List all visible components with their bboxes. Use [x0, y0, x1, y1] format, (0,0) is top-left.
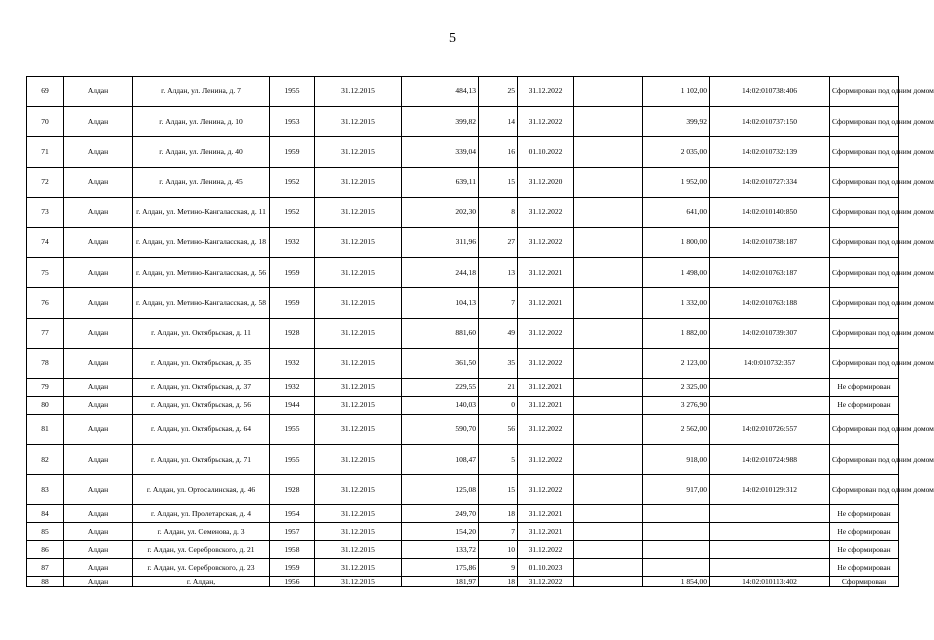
land-status-cell: Сформирован под одним домом: [830, 318, 899, 348]
deadline-cell: 31.12.2020: [518, 167, 574, 197]
deadline-cell: 31.12.2021: [518, 288, 574, 318]
table-row: [27, 137, 899, 167]
area-cell: 399,82: [402, 107, 479, 137]
table-row: [27, 475, 899, 505]
build-year-cell: 1959: [270, 137, 315, 167]
land-status-cell: Сформирован под одним домом: [830, 288, 899, 318]
amount-cell: [643, 505, 710, 523]
address-cell: г. Алдан, ул. Ленина, д. 7: [133, 77, 270, 107]
build-year-cell: 1955: [270, 414, 315, 444]
area-cell: 104,13: [402, 288, 479, 318]
extra-cell: [574, 445, 643, 475]
table-row: [27, 523, 899, 541]
build-year-cell: 1959: [270, 288, 315, 318]
build-year-cell: 1953: [270, 107, 315, 137]
residents-cell: 15: [479, 475, 518, 505]
extra-cell: [574, 197, 643, 227]
table-row: [27, 227, 899, 257]
city-cell: Алдан: [64, 378, 133, 396]
area-cell: 125,08: [402, 475, 479, 505]
area-cell: 229,55: [402, 378, 479, 396]
build-year-cell: 1959: [270, 559, 315, 577]
city-cell: Алдан: [64, 288, 133, 318]
inclusion-date-cell: 31.12.2015: [315, 577, 402, 587]
inclusion-date-cell: 31.12.2015: [315, 197, 402, 227]
area-cell: 484,13: [402, 77, 479, 107]
cadastral-number-cell: 14:02:010140:850: [710, 197, 830, 227]
city-cell: Алдан: [64, 167, 133, 197]
amount-cell: 2 123,00: [643, 348, 710, 378]
extra-cell: [574, 378, 643, 396]
table-row: [27, 77, 899, 107]
address-cell: г. Алдан, ул. Ленина, д. 40: [133, 137, 270, 167]
inclusion-date-cell: 31.12.2015: [315, 445, 402, 475]
area-cell: 639,11: [402, 167, 479, 197]
amount-cell: [643, 541, 710, 559]
build-year-cell: 1944: [270, 396, 315, 414]
build-year-cell: 1928: [270, 318, 315, 348]
table-row: [27, 288, 899, 318]
inclusion-date-cell: 31.12.2015: [315, 258, 402, 288]
address-cell: г. Алдан, ул. Октябрьская, д. 56: [133, 396, 270, 414]
extra-cell: [574, 541, 643, 559]
extra-cell: [574, 414, 643, 444]
area-cell: 133,72: [402, 541, 479, 559]
deadline-cell: 31.12.2022: [518, 414, 574, 444]
residents-cell: 27: [479, 227, 518, 257]
area-cell: 108,47: [402, 445, 479, 475]
amount-cell: 1 102,00: [643, 77, 710, 107]
amount-cell: 399,92: [643, 107, 710, 137]
table-row: [27, 396, 899, 414]
area-cell: 249,70: [402, 505, 479, 523]
address-cell: г. Алдан, ул. Ортосалинская, д. 46: [133, 475, 270, 505]
land-status-cell: Не сформирован: [830, 559, 899, 577]
extra-cell: [574, 523, 643, 541]
extra-cell: [574, 258, 643, 288]
residents-cell: 25: [479, 77, 518, 107]
residents-cell: 7: [479, 523, 518, 541]
city-cell: Алдан: [64, 348, 133, 378]
row-number-cell: 72: [27, 167, 64, 197]
address-cell: г. Алдан, ул. Метино-Кангаласская, д. 58: [133, 288, 270, 318]
residents-cell: 0: [479, 396, 518, 414]
area-cell: 590,70: [402, 414, 479, 444]
table-row: [27, 414, 899, 444]
cadastral-number-cell: 14:02:010732:139: [710, 137, 830, 167]
build-year-cell: 1932: [270, 227, 315, 257]
city-cell: Алдан: [64, 475, 133, 505]
cadastral-number-cell: 14:02:010113:402: [710, 577, 830, 587]
deadline-cell: 01.10.2023: [518, 559, 574, 577]
city-cell: Алдан: [64, 396, 133, 414]
land-status-cell: Не сформирован: [830, 505, 899, 523]
area-cell: 175,86: [402, 559, 479, 577]
inclusion-date-cell: 31.12.2015: [315, 505, 402, 523]
address-cell: г. Алдан, ул. Серебровского, д. 21: [133, 541, 270, 559]
extra-cell: [574, 318, 643, 348]
table-row: [27, 577, 899, 587]
cadastral-number-cell: [710, 396, 830, 414]
extra-cell: [574, 288, 643, 318]
land-status-cell: Сформирован под одним домом: [830, 414, 899, 444]
row-number-cell: 70: [27, 107, 64, 137]
land-status-cell: Сформирован под одним домом: [830, 107, 899, 137]
area-cell: 339,04: [402, 137, 479, 167]
city-cell: Алдан: [64, 523, 133, 541]
address-cell: г. Алдан, ул. Октябрьская, д. 64: [133, 414, 270, 444]
address-cell: г. Алдан, ул. Ленина, д. 10: [133, 107, 270, 137]
inclusion-date-cell: 31.12.2015: [315, 378, 402, 396]
cadastral-number-cell: 14:02:010738:187: [710, 227, 830, 257]
deadline-cell: 31.12.2021: [518, 523, 574, 541]
amount-cell: 2 325,00: [643, 378, 710, 396]
residents-cell: 15: [479, 167, 518, 197]
deadline-cell: 31.12.2021: [518, 258, 574, 288]
table-row: [27, 258, 899, 288]
land-status-cell: Сформирован под одним домом: [830, 137, 899, 167]
amount-cell: 3 276,90: [643, 396, 710, 414]
deadline-cell: 31.12.2021: [518, 396, 574, 414]
city-cell: Алдан: [64, 541, 133, 559]
build-year-cell: 1932: [270, 378, 315, 396]
area-cell: 202,30: [402, 197, 479, 227]
build-year-cell: 1952: [270, 167, 315, 197]
row-number-cell: 88: [27, 577, 64, 587]
city-cell: Алдан: [64, 559, 133, 577]
extra-cell: [574, 77, 643, 107]
deadline-cell: 31.12.2022: [518, 107, 574, 137]
build-year-cell: 1954: [270, 505, 315, 523]
row-number-cell: 79: [27, 378, 64, 396]
row-number-cell: 75: [27, 258, 64, 288]
amount-cell: 1 952,00: [643, 167, 710, 197]
residents-cell: 56: [479, 414, 518, 444]
build-year-cell: 1957: [270, 523, 315, 541]
row-number-cell: 85: [27, 523, 64, 541]
land-status-cell: Сформирован под одним домом: [830, 445, 899, 475]
build-year-cell: 1955: [270, 77, 315, 107]
cadastral-number-cell: [710, 378, 830, 396]
amount-cell: 1 498,00: [643, 258, 710, 288]
amount-cell: 1 800,00: [643, 227, 710, 257]
build-year-cell: 1928: [270, 475, 315, 505]
address-cell: г. Алдан, ул. Октябрьская, д. 11: [133, 318, 270, 348]
inclusion-date-cell: 31.12.2015: [315, 348, 402, 378]
cadastral-number-cell: 14:02:010129:312: [710, 475, 830, 505]
address-cell: г. Алдан, ул. Октябрьская, д. 71: [133, 445, 270, 475]
deadline-cell: 31.12.2022: [518, 77, 574, 107]
city-cell: Алдан: [64, 137, 133, 167]
area-cell: 140,03: [402, 396, 479, 414]
area-cell: 361,50: [402, 348, 479, 378]
deadline-cell: 31.12.2021: [518, 378, 574, 396]
inclusion-date-cell: 31.12.2015: [315, 227, 402, 257]
amount-cell: 918,00: [643, 445, 710, 475]
build-year-cell: 1952: [270, 197, 315, 227]
city-cell: Алдан: [64, 318, 133, 348]
extra-cell: [574, 137, 643, 167]
land-status-cell: Не сформирован: [830, 378, 899, 396]
table-row: [27, 559, 899, 577]
address-cell: г. Алдан, ул. Метино-Кангаласская, д. 56: [133, 258, 270, 288]
land-status-cell: Сформирован под одним домом: [830, 258, 899, 288]
deadline-cell: 31.12.2022: [518, 227, 574, 257]
page-number: 5: [449, 31, 456, 46]
address-cell: г. Алдан, ул. Метино-Кангаласская, д. 18: [133, 227, 270, 257]
deadline-cell: 31.12.2021: [518, 505, 574, 523]
table-row: [27, 378, 899, 396]
area-cell: 244,18: [402, 258, 479, 288]
residents-cell: 18: [479, 505, 518, 523]
cadastral-number-cell: 14:02:010763:188: [710, 288, 830, 318]
row-number-cell: 87: [27, 559, 64, 577]
area-cell: 181,97: [402, 577, 479, 587]
amount-cell: 917,00: [643, 475, 710, 505]
row-number-cell: 82: [27, 445, 64, 475]
amount-cell: 2 035,00: [643, 137, 710, 167]
residents-cell: 9: [479, 559, 518, 577]
residents-cell: 8: [479, 197, 518, 227]
row-number-cell: 76: [27, 288, 64, 318]
city-cell: Алдан: [64, 227, 133, 257]
cadastral-number-cell: 14:02:010737:150: [710, 107, 830, 137]
build-year-cell: 1958: [270, 541, 315, 559]
cadastral-number-cell: [710, 505, 830, 523]
table-row: [27, 445, 899, 475]
city-cell: Алдан: [64, 77, 133, 107]
build-year-cell: 1955: [270, 445, 315, 475]
extra-cell: [574, 577, 643, 587]
city-cell: Алдан: [64, 414, 133, 444]
area-cell: 311,96: [402, 227, 479, 257]
extra-cell: [574, 348, 643, 378]
build-year-cell: 1956: [270, 577, 315, 587]
land-status-cell: Сформирован: [830, 577, 899, 587]
inclusion-date-cell: 31.12.2015: [315, 541, 402, 559]
cadastral-number-cell: [710, 541, 830, 559]
cadastral-number-cell: 14:02:010724:988: [710, 445, 830, 475]
address-cell: г. Алдан, ул. Ленина, д. 45: [133, 167, 270, 197]
amount-cell: [643, 559, 710, 577]
row-number-cell: 78: [27, 348, 64, 378]
cadastral-number-cell: 14:02:010726:557: [710, 414, 830, 444]
table-row: [27, 318, 899, 348]
row-number-cell: 71: [27, 137, 64, 167]
cadastral-number-cell: 14:02:010763:187: [710, 258, 830, 288]
deadline-cell: 31.12.2022: [518, 577, 574, 587]
inclusion-date-cell: 31.12.2015: [315, 523, 402, 541]
amount-cell: 1 854,00: [643, 577, 710, 587]
row-number-cell: 84: [27, 505, 64, 523]
residents-cell: 5: [479, 445, 518, 475]
extra-cell: [574, 475, 643, 505]
cadastral-number-cell: 14:02:010738:406: [710, 77, 830, 107]
inclusion-date-cell: 31.12.2015: [315, 107, 402, 137]
cadastral-number-cell: 14:0:010732:357: [710, 348, 830, 378]
deadline-cell: 31.12.2022: [518, 475, 574, 505]
deadline-cell: 31.12.2022: [518, 197, 574, 227]
area-cell: 154,20: [402, 523, 479, 541]
city-cell: Алдан: [64, 577, 133, 587]
amount-cell: 641,00: [643, 197, 710, 227]
cadastral-number-cell: 14:02:010727:334: [710, 167, 830, 197]
address-cell: г. Алдан, ул. Октябрьская, д. 37: [133, 378, 270, 396]
cadastral-number-cell: [710, 559, 830, 577]
land-status-cell: Не сформирован: [830, 396, 899, 414]
amount-cell: [643, 523, 710, 541]
amount-cell: 1 882,00: [643, 318, 710, 348]
inclusion-date-cell: 31.12.2015: [315, 288, 402, 318]
residents-cell: 10: [479, 541, 518, 559]
land-status-cell: Сформирован под одним домом: [830, 348, 899, 378]
address-cell: г. Алдан, ул. Пролетарская, д. 4: [133, 505, 270, 523]
deadline-cell: 31.12.2022: [518, 348, 574, 378]
city-cell: Алдан: [64, 445, 133, 475]
deadline-cell: 31.12.2022: [518, 541, 574, 559]
inclusion-date-cell: 31.12.2015: [315, 137, 402, 167]
table-row: [27, 197, 899, 227]
city-cell: Алдан: [64, 197, 133, 227]
residents-cell: 35: [479, 348, 518, 378]
deadline-cell: 01.10.2022: [518, 137, 574, 167]
land-status-cell: Не сформирован: [830, 523, 899, 541]
land-status-cell: Сформирован под одним домом: [830, 77, 899, 107]
row-number-cell: 83: [27, 475, 64, 505]
amount-cell: 2 562,00: [643, 414, 710, 444]
residents-cell: 13: [479, 258, 518, 288]
row-number-cell: 86: [27, 541, 64, 559]
amount-cell: 1 332,00: [643, 288, 710, 318]
residents-cell: 49: [479, 318, 518, 348]
land-status-cell: Не сформирован: [830, 541, 899, 559]
extra-cell: [574, 227, 643, 257]
inclusion-date-cell: 31.12.2015: [315, 167, 402, 197]
inclusion-date-cell: 31.12.2015: [315, 414, 402, 444]
table-row: [27, 505, 899, 523]
address-cell: г. Алдан, ул. Семенова, д. 3: [133, 523, 270, 541]
residents-cell: 14: [479, 107, 518, 137]
deadline-cell: 31.12.2022: [518, 445, 574, 475]
row-number-cell: 77: [27, 318, 64, 348]
residents-cell: 16: [479, 137, 518, 167]
table-row: [27, 107, 899, 137]
build-year-cell: 1932: [270, 348, 315, 378]
city-cell: Алдан: [64, 258, 133, 288]
land-status-cell: Сформирован под одним домом: [830, 475, 899, 505]
row-number-cell: 80: [27, 396, 64, 414]
row-number-cell: 81: [27, 414, 64, 444]
cadastral-number-cell: 14:02:010739:307: [710, 318, 830, 348]
row-number-cell: 69: [27, 77, 64, 107]
address-cell: г. Алдан, ул. Октябрьская, д. 35: [133, 348, 270, 378]
inclusion-date-cell: 31.12.2015: [315, 77, 402, 107]
row-number-cell: 73: [27, 197, 64, 227]
extra-cell: [574, 396, 643, 414]
address-cell: г. Алдан, ул. Метино-Кангаласская, д. 11: [133, 197, 270, 227]
inclusion-date-cell: 31.12.2015: [315, 475, 402, 505]
residents-cell: 21: [479, 378, 518, 396]
address-cell: г. Алдан,: [133, 577, 270, 587]
inclusion-date-cell: 31.12.2015: [315, 559, 402, 577]
address-cell: г. Алдан, ул. Серебровского, д. 23: [133, 559, 270, 577]
residents-cell: 7: [479, 288, 518, 318]
deadline-cell: 31.12.2022: [518, 318, 574, 348]
land-status-cell: Сформирован под одним домом: [830, 167, 899, 197]
land-status-cell: Сформирован под одним домом: [830, 227, 899, 257]
city-cell: Алдан: [64, 505, 133, 523]
inclusion-date-cell: 31.12.2015: [315, 396, 402, 414]
extra-cell: [574, 505, 643, 523]
city-cell: Алдан: [64, 107, 133, 137]
table-row: [27, 348, 899, 378]
land-status-cell: Сформирован под одним домом: [830, 197, 899, 227]
table-row: [27, 541, 899, 559]
extra-cell: [574, 559, 643, 577]
row-number-cell: 74: [27, 227, 64, 257]
build-year-cell: 1959: [270, 258, 315, 288]
table-row: [27, 167, 899, 197]
inclusion-date-cell: 31.12.2015: [315, 318, 402, 348]
housing-registry-table: [26, 76, 934, 587]
extra-cell: [574, 107, 643, 137]
area-cell: 881,60: [402, 318, 479, 348]
extra-cell: [574, 167, 643, 197]
cadastral-number-cell: [710, 523, 830, 541]
residents-cell: 18: [479, 577, 518, 587]
